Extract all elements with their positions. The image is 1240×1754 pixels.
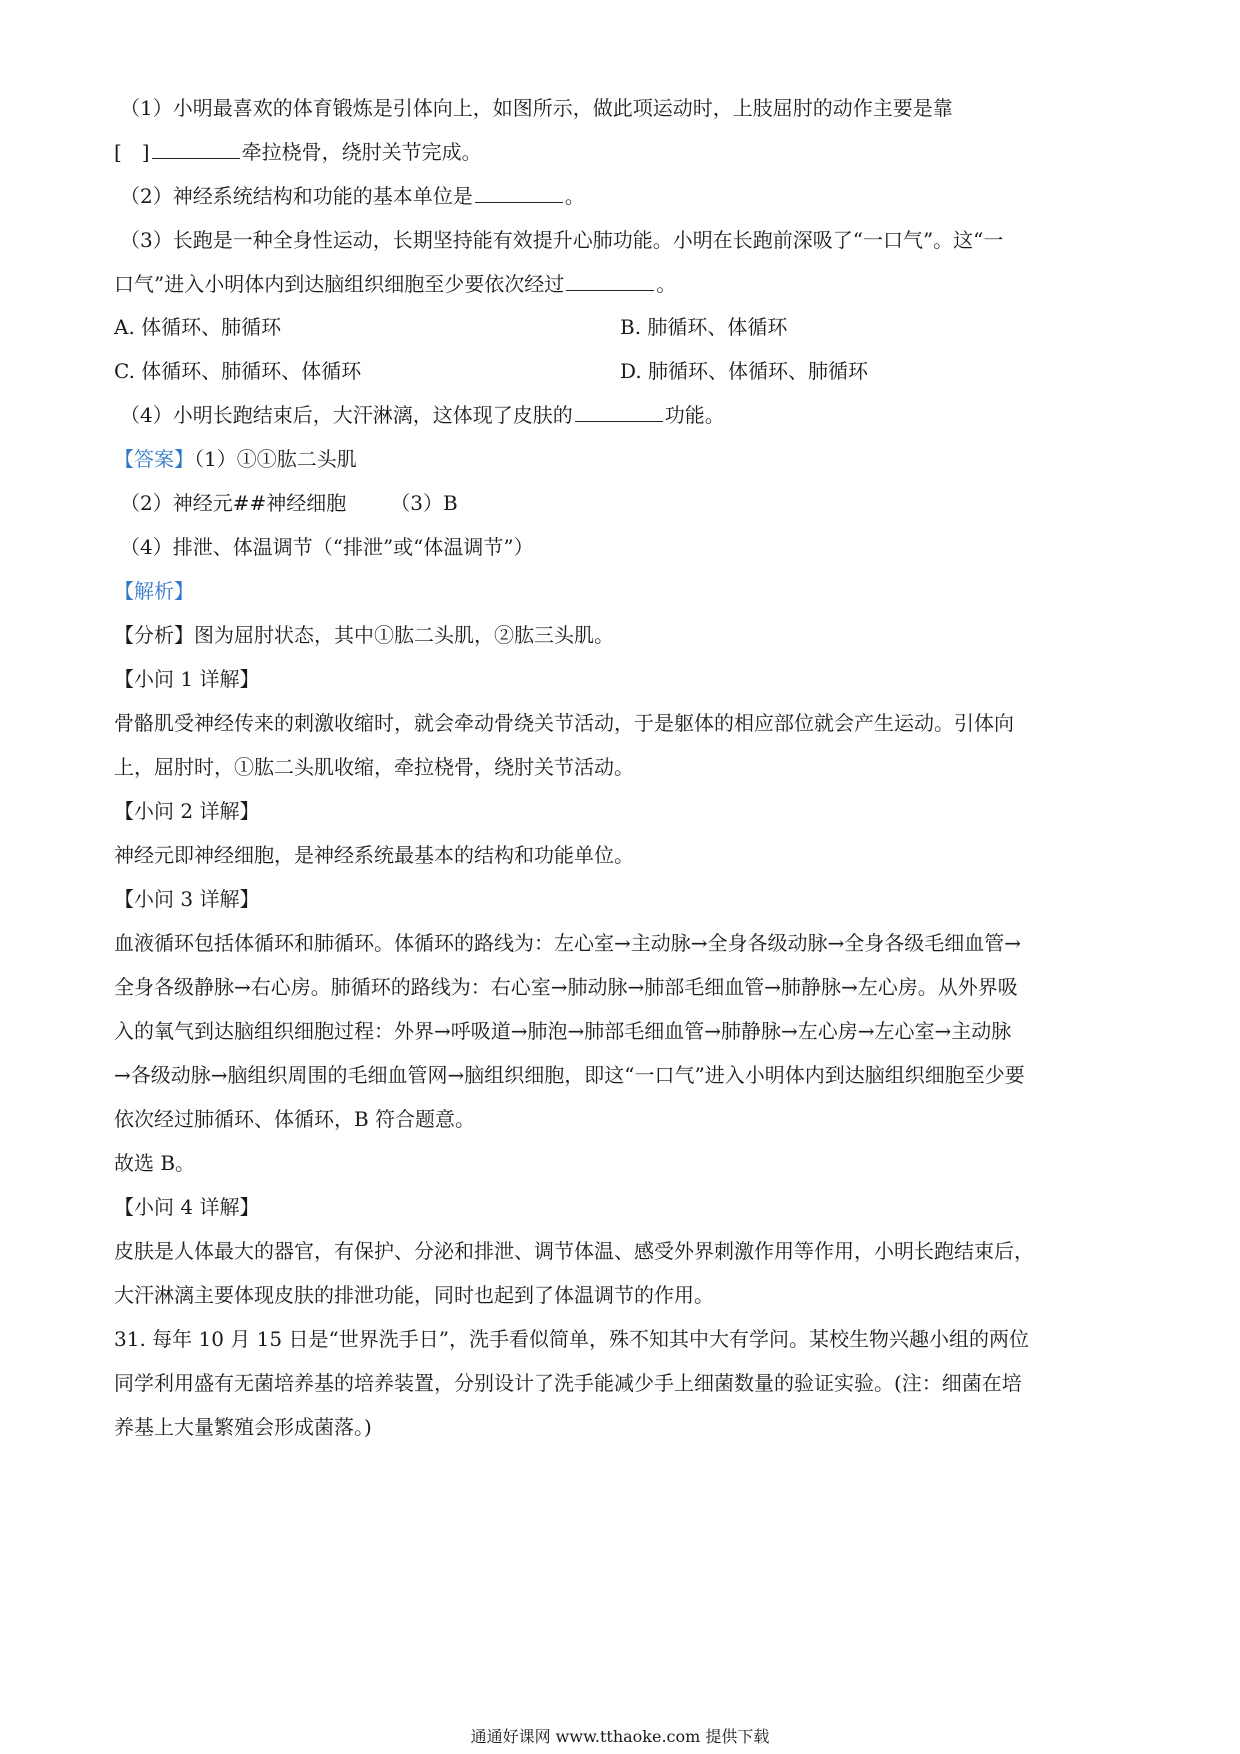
- answer-1: （1）①①肱二头肌: [194, 447, 357, 471]
- bracket-blank: [ ]: [114, 140, 150, 164]
- question-part1-tail: 牵拉桡骨，绕肘关节完成。: [241, 140, 482, 164]
- question-part1-line2: [114, 138, 1134, 166]
- answer-blank: [475, 184, 563, 203]
- question-part3-line2: [114, 270, 1134, 298]
- subquestion-3-text: 入的氧气到达脑组织细胞过程：外界→呼吸道→肺泡→肺部毛细血管→肺静脉→左心房→左心室→主动脉: [114, 1019, 1012, 1043]
- option-b: B. 肺循环、体循环: [620, 315, 788, 339]
- question-part2-tail: 。: [564, 184, 585, 208]
- question-part3-line1: （3）长跑是一种全身性运动，长期坚持能有效提升心肺功能。小明在长跑前深吸了“一口气”。这“一: [120, 228, 1004, 252]
- question-part1-line1: （1）小明最喜欢的体育锻炼是引体向上，如图所示，做此项运动时，上肢屈肘的动作主要是靠: [120, 96, 953, 120]
- question-part3-tail: 。: [656, 272, 677, 296]
- option-c: C. 体循环、肺循环、体循环: [114, 359, 362, 383]
- question-part4-tail: 功能。: [664, 403, 725, 427]
- answer-2: （2）神经元##神经细胞: [120, 491, 347, 515]
- subquestion-3-text: →各级动脉→脑组织周围的毛细血管网→脑组织细胞，即这“一口气”进入小明体内到达脑组织细胞至少要: [114, 1063, 1025, 1087]
- question-part2: [120, 182, 1140, 210]
- subquestion-4-text: 皮肤是人体最大的器官，有保护、分泌和排泄、调节体温、感受外界刺激作用等作用，小明长跑结束后，: [114, 1239, 1034, 1263]
- option-a: A. 体循环、肺循环: [114, 315, 282, 339]
- question-part4: [120, 401, 1140, 429]
- answer-blank: [152, 140, 240, 159]
- page-footer: 通通好课网 www.tthaoke.com 提供下载: [470, 1727, 770, 1746]
- subquestion-1-text: 上，屈肘时，①肱二头肌收缩，牵拉桡骨，绕肘关节活动。: [114, 755, 634, 779]
- subquestion-3-text: 全身各级静脉→右心房。肺循环的路线为：右心室→肺动脉→肺部毛细血管→肺静脉→左心房。从外界吸: [114, 975, 1018, 999]
- answer-line3: （4）排泄、体温调节（“排泄”或“体温调节”）: [120, 535, 534, 559]
- answer-line2: [120, 489, 1140, 517]
- answer-line1: [114, 445, 1134, 473]
- subquestion-4-text: 大汗淋漓主要体现皮肤的排泄功能，同时也起到了体温调节的作用。: [114, 1283, 714, 1307]
- question-part2-text: （2）神经系统结构和功能的基本单位是: [120, 184, 473, 208]
- subquestion-3-text: 血液循环包括体循环和肺循环。体循环的路线为：左心室→主动脉→全身各级动脉→全身各级毛细血管→: [114, 931, 1022, 955]
- answer-3: （3）B: [390, 491, 458, 515]
- option-d: D. 肺循环、体循环、肺循环: [620, 359, 869, 383]
- subquestion-1-title: 【小问 1 详解】: [114, 667, 260, 691]
- question-31-text: 养基上大量繁殖会形成菌落。): [114, 1415, 372, 1439]
- subquestion-2-text: 神经元即神经细胞，是神经系统最基本的结构和功能单位。: [114, 843, 634, 867]
- subquestion-3-conclusion: 故选 B。: [114, 1151, 196, 1175]
- analysis-summary: 【分析】图为屈肘状态，其中①肱二头肌，②肱三头肌。: [114, 623, 614, 647]
- question-31-text: 同学利用盛有无菌培养基的培养装置，分别设计了洗手能减少手上细菌数量的验证实验。(注：细菌在培: [114, 1371, 1022, 1395]
- analysis-label: 【解析】: [114, 579, 194, 603]
- answer-blank: [566, 272, 654, 291]
- subquestion-1-text: 骨骼肌受神经传来的刺激收缩时，就会牵动骨绕关节活动，于是躯体的相应部位就会产生运动。引体向: [114, 711, 1014, 735]
- subquestion-2-title: 【小问 2 详解】: [114, 799, 260, 823]
- question-part4-text: （4）小明长跑结束后，大汗淋漓，这体现了皮肤的: [120, 403, 573, 427]
- question-part3-text: 口气”进入小明体内到达脑组织细胞至少要依次经过: [114, 272, 565, 296]
- question-31-text: 31. 每年 10 月 15 日是“世界洗手日”，洗手看似简单，殊不知其中大有学问。某校生物兴趣小组的两位: [114, 1327, 1029, 1351]
- subquestion-3-title: 【小问 3 详解】: [114, 887, 260, 911]
- answer-label: 【答案】: [114, 447, 194, 471]
- subquestion-3-text: 依次经过肺循环、体循环，B 符合题意。: [114, 1107, 476, 1131]
- answer-blank: [575, 403, 663, 422]
- subquestion-4-title: 【小问 4 详解】: [114, 1195, 260, 1219]
